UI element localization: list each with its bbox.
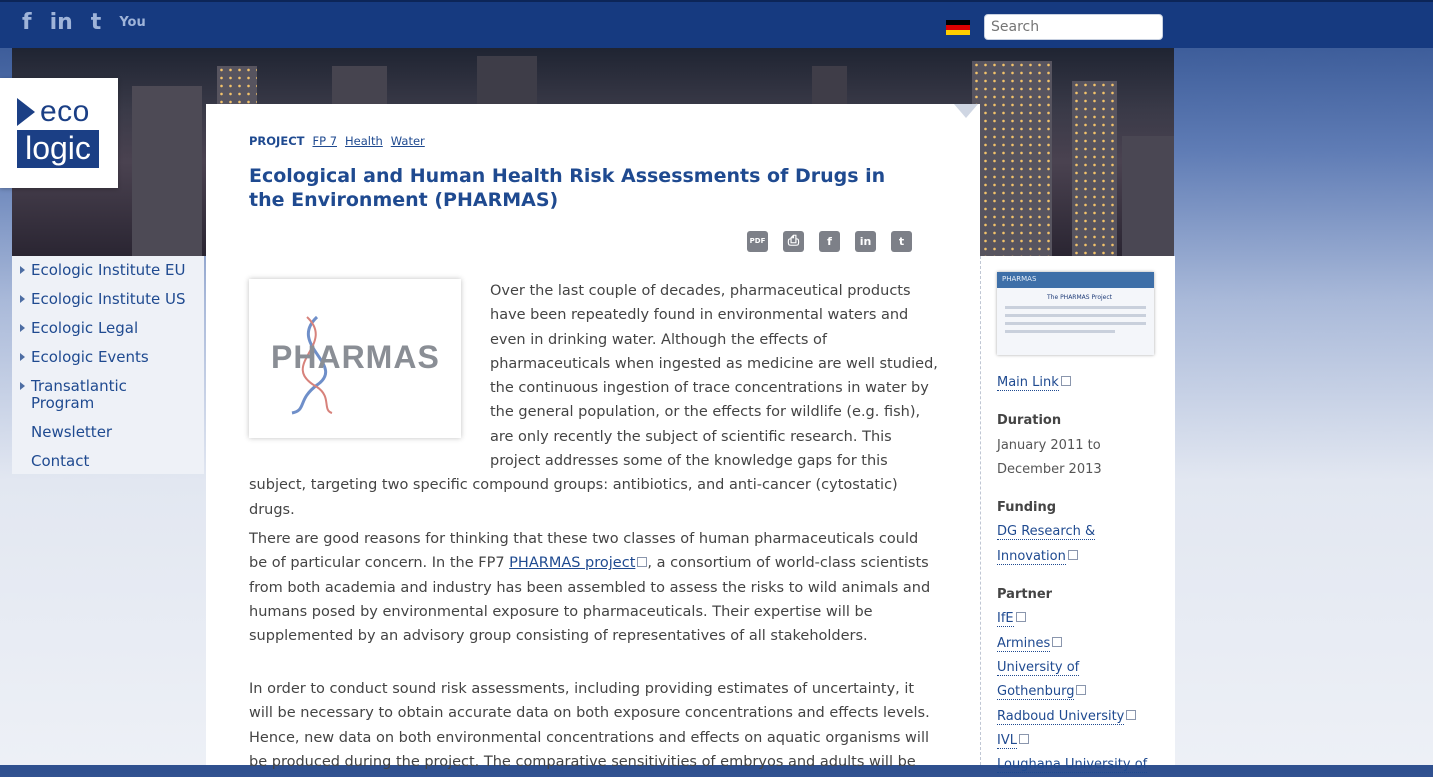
- nav-item-ecologic-events[interactable]: Ecologic Events: [12, 349, 204, 366]
- linkedin-icon[interactable]: in: [49, 10, 73, 35]
- page-corner-fold: [954, 104, 978, 118]
- tag-link[interactable]: Water: [390, 134, 425, 148]
- partner-link-radboud[interactable]: Radboud University: [997, 708, 1125, 724]
- youtube-icon[interactable]: You: [119, 15, 146, 30]
- pdf-icon[interactable]: PDF: [747, 231, 768, 252]
- paragraph-consortium: There are good reasons for thinking that these two classes of human pharmaceuticals could be of particular concern. In the FP7 PHARMAS project , a consortium of world-class scientists from both academia and industry has been assembled to assess the risks to wild animals and humans posed by environmental exposure to pharmaceuticals. Their expertise will be supplemented by an advisory group consisting of representatives of all stakeholders.: [249, 531, 931, 645]
- partner-link-gothenburg[interactable]: University of Gothenburg: [997, 659, 1080, 700]
- german-flag-icon[interactable]: [946, 20, 970, 35]
- facebook-icon[interactable]: f: [22, 10, 32, 35]
- logo-arrow-icon: [17, 98, 35, 126]
- twitter-icon[interactable]: t: [90, 10, 102, 35]
- sidebar-details: [997, 371, 1157, 777]
- share-toolbar: [747, 231, 912, 252]
- project-website-thumbnail[interactable]: PHARMAS The PHARMAS Project: [997, 272, 1154, 355]
- page-title: Ecological and Human Health Risk Assessments of Drugs in the Environment (PHARMAS): [249, 165, 886, 211]
- partner-link-armines[interactable]: Armines: [997, 635, 1051, 651]
- linkedin-share-icon[interactable]: in: [855, 231, 876, 252]
- search-input[interactable]: [984, 14, 1163, 40]
- article-panel: [206, 104, 980, 770]
- twitter-share-icon[interactable]: t: [891, 231, 912, 252]
- external-link-icon: [1061, 376, 1071, 386]
- main-link[interactable]: Main Link: [997, 375, 1059, 390]
- external-link-icon: [637, 557, 647, 567]
- duration-label: Duration: [997, 413, 1062, 429]
- external-link-icon: [1052, 637, 1062, 647]
- pharmas-project-link[interactable]: PHARMAS project: [509, 555, 636, 572]
- funding-link[interactable]: DG Research & Innovation: [997, 524, 1096, 564]
- external-link-icon: [1126, 710, 1136, 720]
- main-navigation: [12, 256, 204, 474]
- logo-text-logic: logic: [17, 130, 99, 168]
- tag-link[interactable]: Health: [345, 134, 383, 148]
- external-link-icon: [1076, 685, 1086, 695]
- article-tags: [249, 134, 425, 148]
- external-link-icon: [1016, 612, 1026, 622]
- nav-item-contact[interactable]: Contact: [31, 452, 90, 470]
- funding-label: Funding: [997, 500, 1057, 516]
- social-links: [22, 8, 146, 38]
- duration-value: January 2011 to December 2013: [997, 437, 1102, 477]
- tag-link[interactable]: FP 7: [312, 134, 338, 148]
- nav-item-ecologic-institute-eu[interactable]: Ecologic Institute EU: [12, 262, 204, 279]
- nav-item-newsletter[interactable]: Newsletter: [31, 423, 113, 441]
- paragraph-intro: Over the last couple of decades, pharmaceutical products have been repeatedly found in environmental waters and even in drinking water. Although the effects of pharmaceuticals when ingested as medicine are well studied, the continuous ingestion of trace concentrations in water by the general population, or the effects for wildlife (e.g. fish), are only recently the subject of scientific research. This project addresses some of the knowledge gaps for this subject, targeting two specific compound groups: antibiotics, and anti-cancer (cytostatic) drugs.: [249, 283, 938, 518]
- nav-item-transatlantic-program[interactable]: Transatlantic Program: [12, 378, 141, 412]
- partner-link-ife[interactable]: IfE: [997, 611, 1014, 627]
- print-icon[interactable]: ⎙: [783, 231, 804, 252]
- partner-label: Partner: [997, 587, 1053, 603]
- partner-link-ivl[interactable]: IVL: [997, 732, 1017, 748]
- external-link-icon: [1019, 734, 1029, 744]
- article-category: PROJECT: [249, 134, 305, 148]
- facebook-share-icon[interactable]: f: [819, 231, 840, 252]
- external-link-icon: [1068, 550, 1078, 560]
- ecologic-logo[interactable]: [0, 78, 118, 188]
- nav-item-ecologic-legal[interactable]: Ecologic Legal: [12, 320, 204, 337]
- partner-link-loughana[interactable]: Loughana University of: [997, 757, 1148, 773]
- project-sidebar: [980, 256, 1175, 773]
- logo-text-eco: eco: [40, 95, 90, 128]
- top-bar: [0, 0, 1433, 48]
- paragraph-risk-assessment: In order to conduct sound risk assessments, including providing estimates of uncertainty, it will be necessary to obtain accurate data on both exposure concentrations and effects levels. Hence, new data on both environmental concentrations and effects on aquatic organisms will be produced during the project. The comparative sensitivities of embryos and adults will be: [249, 681, 930, 770]
- nav-item-ecologic-institute-us[interactable]: Ecologic Institute US: [12, 291, 204, 308]
- project-logo-text: PHARMAS: [271, 339, 440, 375]
